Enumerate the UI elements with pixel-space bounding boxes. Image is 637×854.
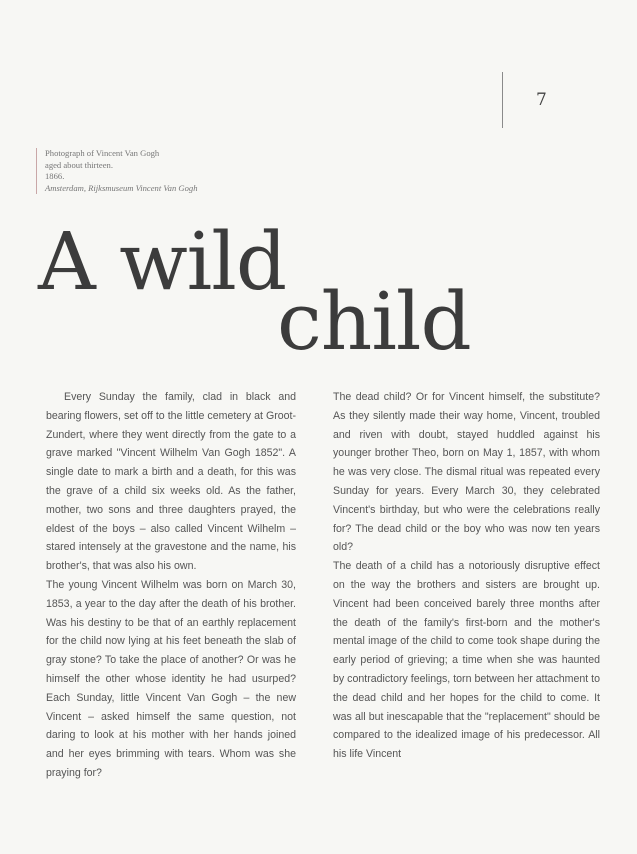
chapter-title-line-1: A wild [38,215,287,308]
page-number: 7 [536,90,547,110]
caption-line: aged about thirteen. [45,159,114,170]
chapter-title-line-2: child [277,275,471,368]
body-column-left [46,388,296,783]
photo-caption [36,148,198,194]
caption-credit: Amsterdam, Rijksmuseum Vincent Van Gogh [45,182,198,193]
body-paragraph: The young Vincent Wilhelm was born on March 30, 1853, a year to the day after the death of his brother. Was his destiny to be that of an earthly replacement for the child now lying at his feet beneath the slab of gray stone? To take the place of another? Or was he himself the other whose identity he had usurped? Each Sunday, little Vincent Van Gogh – the new Vincent – asked himself the same question, not daring to look at his mother with her hands joined and her eyes brimming with tears. Whom was she praying for? [46,578,296,779]
body-paragraph: The death of a child has a notoriously disruptive effect on the way the brothers and sisters are brought up. Vincent had been conceived barely three months after the death of the family's first-born and the mother's mental image of the child to come took shape during the early period of grieving; a time when she was haunted by contradictory feelings, torn between her attachment to the dead child and her hopes for the child to come. It was all but inescapable that the "replacement" should be compared to the idealized image of his predecessor. All his life Vincent [333,560,600,761]
page-number-rule [502,72,503,128]
caption-line: Photograph of Vincent Van Gogh [45,148,160,158]
body-paragraph: The dead child? Or for Vincent himself, the substitute? As they silently made their way home, Vincent, troubled and riven with doubt, stayed huddled against his younger brother Theo, born on May 1, 1857, with whom he was very close. The dismal ritual was repeated every Sunday for years. Every March 30, they celebrated Vincent's birthday, but who were the celebrations really for? The dead child or the boy who was now ten years old? [333,391,600,554]
body-column-right [333,388,600,764]
body-paragraph: Every Sunday the family, clad in black and bearing flowers, set off to the little cemetery at Groot-Zundert, where they went directly from the gate to a grave marked "Vincent Wilhelm Van Gogh 1852". A single date to mark a birth and a death, for this was the grave of a child six weeks old. As the father, mother, two sons and three daughters prayed, the eldest of the boys – also called Vincent Wilhelm – stared intensely at the gravestone and the name, his brother's, that was also his own. [46,391,296,573]
caption-date: 1866. [45,171,65,181]
